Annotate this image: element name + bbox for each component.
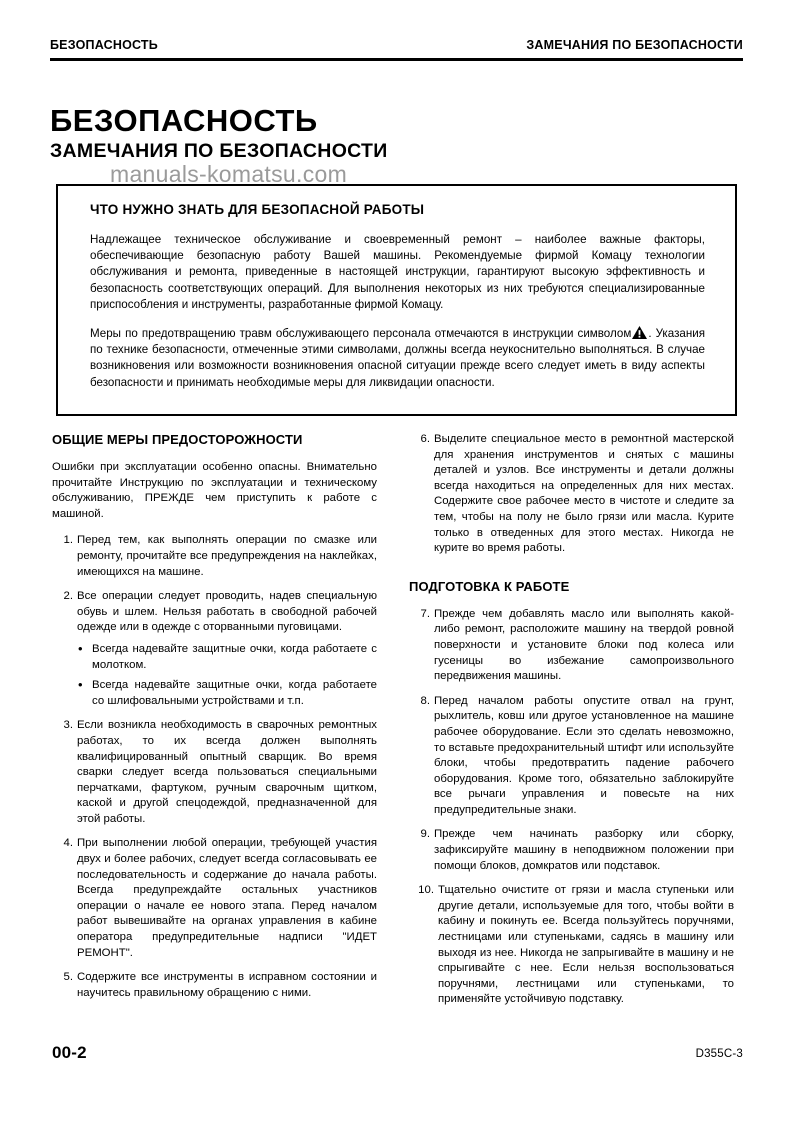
general-precautions-list-continued bbox=[409, 432, 734, 557]
right-column bbox=[409, 432, 734, 1017]
bullet-text: Всегда надевайте защитные очки, когда работаете с молотком. bbox=[92, 642, 377, 671]
notice-heading: ЧТО НУЖНО ЗНАТЬ ДЛЯ БЕЗОПАСНОЙ РАБОТЫ bbox=[90, 202, 425, 217]
list-item-text: Тщательно очистите от грязи и масла ступеньки или другие детали, используемые для того, чтобы войти в кабину и покинуть ее. Всегда пользуйтесь поручнями, лестницами или ступеньками, садясь в машину или выходя из нее. Никогда не запрыгивайте в машину и не спрыгивайте с нее. Если нельзя воспользоваться поручнями, лестницами или ступеньками, то применяйте устойчивую подставку. bbox=[438, 884, 734, 1006]
footer-model-number: D355C-3 bbox=[695, 1048, 743, 1060]
list-item-number: 5. bbox=[63, 971, 73, 984]
list-item bbox=[52, 533, 377, 580]
list-item bbox=[52, 589, 377, 709]
list-item bbox=[409, 607, 734, 685]
list-item-text: Перед тем, как выполнять операции по смазке или ремонту, прочитайте все предупреждения на наклейках, имеющихся на машине. bbox=[77, 534, 377, 578]
general-precautions-list bbox=[52, 533, 377, 1001]
list-item-text: Выделите специальное место в ремонтной мастерской для хранения инструментов и снятых с машины деталей и узлов. Все инструменты и детали должны всегда находиться на определенных для них местах. Содержите свое рабочее место в чистоте и следите за тем, чтобы на полу не было грязи или масла. Курите только в отведенных для этого местах. Никогда не курите во время работы. bbox=[434, 433, 734, 555]
general-precautions-intro: Ошибки при эксплуатации особенно опасны. Внимательно прочитайте Инструкцию по эксплуатации и техническому обслуживанию, ПРЕЖДЕ чем приступить к работе с машиной. bbox=[52, 461, 377, 520]
bullet-text: Всегда надевайте защитные очки, когда работаете со шлифовальными устройствами и т.п. bbox=[92, 679, 377, 707]
page-subtitle: ЗАМЕЧАНИЯ ПО БЕЗОПАСНОСТИ bbox=[50, 140, 388, 162]
notice-paragraph-1: Надлежащее техническое обслуживание и своевременный ремонт – наиболее важные факторы, обеспечивающие безопасную работу Вашей машины. Рекомендуемые фирмой Комацу технологии обслуживания и ремонта, приведенные в настоящей инструкции, гарантируют высокую эффективность и безопасность соответствующих операций. Для выполнения некоторых из них требуются специализированные приспособления и инструменты, разработанные фирмой Комацу. bbox=[90, 233, 705, 311]
page-title: БЕЗОПАСНОСТЬ bbox=[50, 103, 318, 138]
list-item bbox=[77, 678, 377, 709]
list-item-text: Прежде чем добавлять масло или выполнять какой-либо ремонт, расположите машину на твердой ровной поверхности и установите блоки под колеса или гусеницы во избежание самопроизвольного передвижения машины. bbox=[434, 607, 734, 683]
left-column bbox=[52, 432, 377, 1010]
list-item bbox=[409, 432, 734, 557]
list-item-text: Содержите все инструменты в исправном состоянии и научитесь правильному обращению с ними. bbox=[77, 971, 377, 999]
section-heading-preparation: ПОДГОТОВКА К РАБОТЕ bbox=[409, 578, 570, 594]
preparation-list bbox=[409, 607, 734, 1008]
notice-paragraph-2 bbox=[90, 326, 705, 391]
list-item-number: 9. bbox=[420, 828, 430, 841]
list-item-text: Если возникла необходимость в сварочных ремонтных работах, то их всегда должен выполнять квалифицированный опытный сварщик. Во время сварки следует всегда пользоваться специальными перчатками, фартуком, ручным сварочным щитком, каской и другой спецодеждой, предназначенной для этой работы. bbox=[77, 719, 377, 825]
notice-box bbox=[56, 184, 737, 416]
running-header bbox=[50, 38, 743, 52]
running-header-right: ЗАМЕЧАНИЯ ПО БЕЗОПАСНОСТИ bbox=[526, 38, 743, 52]
list-item-text: При выполнении любой операции, требующей участия двух и более рабочих, следует всегда согласовывать ее последовательность и содержание до начала работы. Всегда предупреждайте остальных участников операции о начале ее нового этапа. Перед началом работ вывешивайте на органах управления в кабине оператора предупредительные надписи "ИДЕТ РЕМОНТ". bbox=[77, 837, 377, 959]
list-item bbox=[77, 642, 377, 673]
list-item-number: 7. bbox=[420, 607, 430, 620]
list-item-number: 6. bbox=[420, 433, 430, 445]
list-item bbox=[52, 718, 377, 827]
header-rule bbox=[50, 58, 743, 61]
list-item-number: 10. bbox=[418, 884, 434, 897]
list-item bbox=[409, 827, 734, 874]
footer-page-number: 00-2 bbox=[52, 1043, 87, 1062]
list-item-number: 4. bbox=[63, 837, 73, 850]
list-item bbox=[409, 694, 734, 819]
list-item-number: 1. bbox=[63, 534, 73, 547]
list-item-text: Прежде чем начинать разборку или сборку, зафиксируйте машину в неподвижном положении при помощи блоков, домкратов или подставок. bbox=[434, 828, 734, 872]
watermark: manuals-komatsu.com bbox=[110, 161, 348, 187]
notice-paragraph-2-text-after: . Указания по технике безопасности, отмеченные этими символами, должны всегда неукоснительно выполняться. В случае возникновения или возможности возникновения опасной ситуации прежде всего следует иметь в виду аспекты безопасности и принимать необходимые меры для ликвидации опасности. bbox=[90, 327, 705, 389]
list-item-text: Перед началом работы опустите отвал на грунт, рыхлитель, ковш или другое установленное на машине рабочее оборудование. Если это сделать невозможно, то вставьте предохранительный штифт или используйте блоки, чтобы предотвратить падение рабочего оборудования. Кроме того, обязательно заблокируйте все рычаги управления и повесьте на них предупредительные знаки. bbox=[434, 694, 734, 816]
sub-bullet-list bbox=[77, 642, 377, 709]
list-item bbox=[52, 970, 377, 1001]
section-heading-general-precautions: ОБЩИЕ МЕРЫ ПРЕДОСТОРОЖНОСТИ bbox=[52, 432, 303, 447]
list-item-text: Все операции следует проводить, надев специальную обувь и шлем. Нельзя работать в свободной рабочей одежде или в одежде с оторванными пуговицами. bbox=[77, 590, 377, 634]
bullet-dot-icon: • bbox=[78, 677, 83, 693]
list-item-number: 3. bbox=[63, 719, 73, 732]
list-item bbox=[52, 836, 377, 961]
running-header-left: БЕЗОПАСНОСТЬ bbox=[50, 38, 158, 52]
list-item-number: 2. bbox=[63, 590, 73, 603]
warning-triangle-icon bbox=[632, 326, 647, 339]
notice-paragraph-2-text-before: Меры по предотвращению травм обслуживающего персонала отмечаются в инструкции символом bbox=[90, 327, 632, 340]
bullet-dot-icon: • bbox=[78, 640, 83, 656]
list-item bbox=[409, 883, 734, 1008]
list-item-number: 8. bbox=[420, 694, 430, 707]
